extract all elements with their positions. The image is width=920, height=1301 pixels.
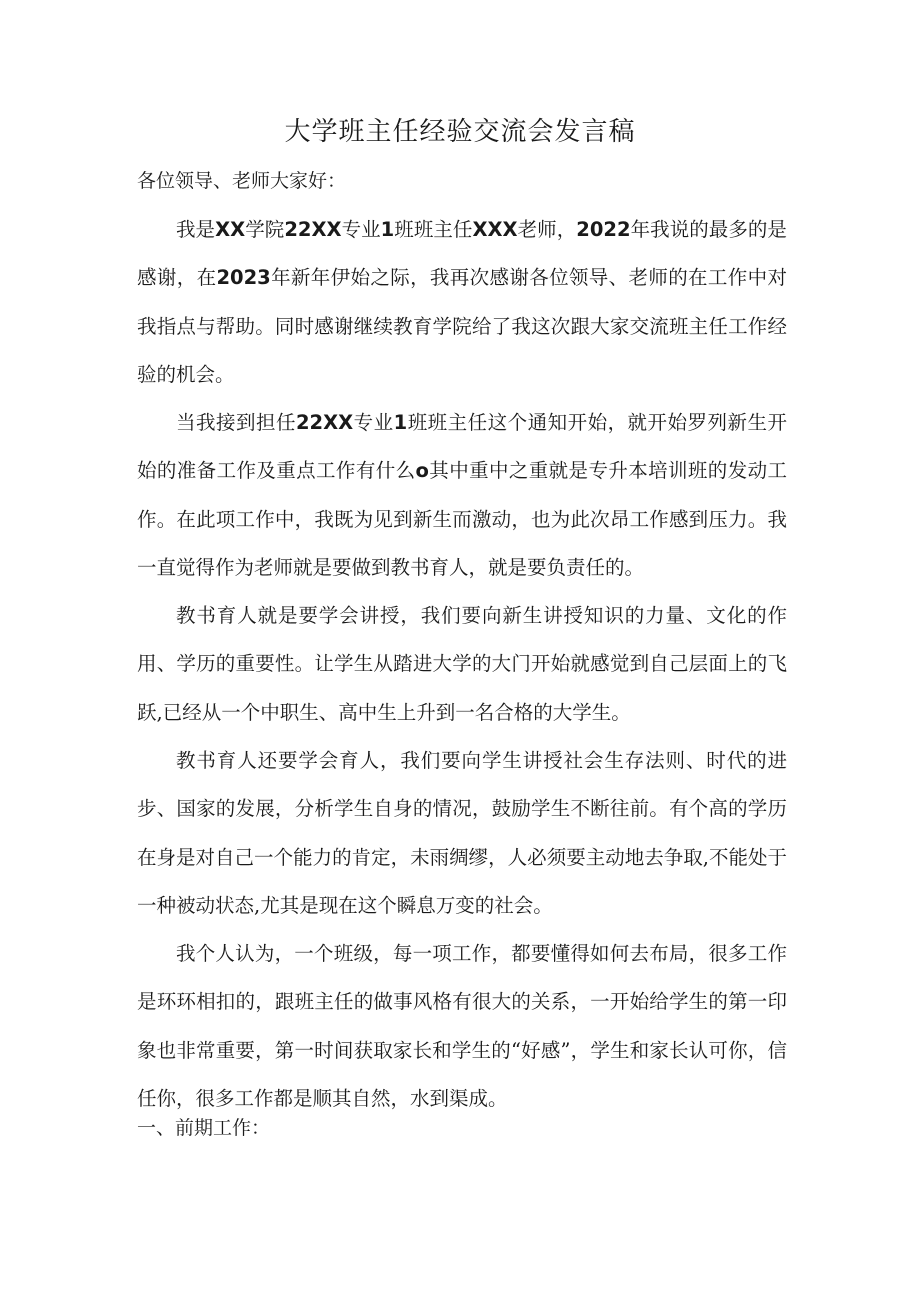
- text-run: 我是: [176, 218, 216, 241]
- bold-text-run: 2023: [216, 266, 271, 290]
- bold-text-run: 1: [380, 218, 395, 241]
- paragraph: [137, 592, 787, 737]
- paragraph: [137, 930, 787, 1123]
- paragraph: [137, 206, 787, 399]
- text-run: 老师，: [517, 218, 577, 241]
- document-title: 大学班主任经验交流会发言稿: [284, 117, 636, 147]
- text-run: 教书育人就是要学会讲授，我们要向新生讲授知识的力量、文化的作用、学历的重要性。让学生从踏进大学的大门开始就感觉到自己层面上的飞跃,已经从一个中职生、高中生上升到一名合格的大学生。: [137, 604, 787, 724]
- text-run: 当我接到担任: [176, 411, 296, 434]
- text-run: 专业: [341, 218, 381, 241]
- text-run: 教书育人还要学会育人，我们要向学生讲授社会生存法则、时代的进步、国家的发展，分析学生自身的情况，鼓励学生不断往前。有个高的学历在身是对自己一个能力的肯定，未雨绸缪，人必须要主动地去争取,不能处于一种被动状态,尤其是现在这个瞬息万变的社会。: [137, 749, 787, 917]
- bold-text-run: XXX: [472, 218, 518, 241]
- text-run: 班班主任: [394, 218, 473, 241]
- text-run: 年我说的最多的是感谢，在: [137, 218, 787, 290]
- bold-text-run: XX: [215, 218, 246, 241]
- paragraph: [137, 399, 787, 592]
- greeting: 各位领导、老师大家好：: [137, 170, 347, 192]
- text-run: 班班主任这个通知开始，就开始罗列新生开始的准备工作及重点工作有什么: [137, 411, 787, 483]
- text-run: 我个人认为，一个班级，每一项工作，都要懂得如何去布局，很多工作是环环相扣的，跟班主任的做事风格有很大的关系，一开始给学生的第一印象也非常重要，第一时间获取家长和学生的“好感”，学生和家长认可你，信任你，很多工作都是顺其自然，水到渠成。: [137, 942, 787, 1110]
- bold-text-run: o: [415, 459, 429, 483]
- text-run: 其中重中之重就是专升本培训班的发动工作。在此项工作中，我既为见到新生而激动，也为此次昂工作感到压力。我一直觉得作为老师就是要做到教书育人，就是要负责任的。: [137, 459, 787, 579]
- text-run: 年新年伊始之际，我再次感谢各位领导、老师的在工作中对我指点与帮助。同时感谢继续教育学院给了我这次跟大家交流班主任工作经验的机会。: [137, 266, 787, 386]
- bold-text-run: 22XX: [295, 411, 354, 434]
- section-heading: 一、前期工作：: [137, 1117, 271, 1139]
- bold-text-run: 22XX: [284, 218, 342, 241]
- text-run: 学院: [245, 218, 285, 241]
- paragraph: [137, 737, 787, 930]
- text-run: 专业: [353, 411, 394, 434]
- bold-text-run: 2022: [576, 218, 631, 241]
- bold-text-run: 1: [393, 411, 408, 434]
